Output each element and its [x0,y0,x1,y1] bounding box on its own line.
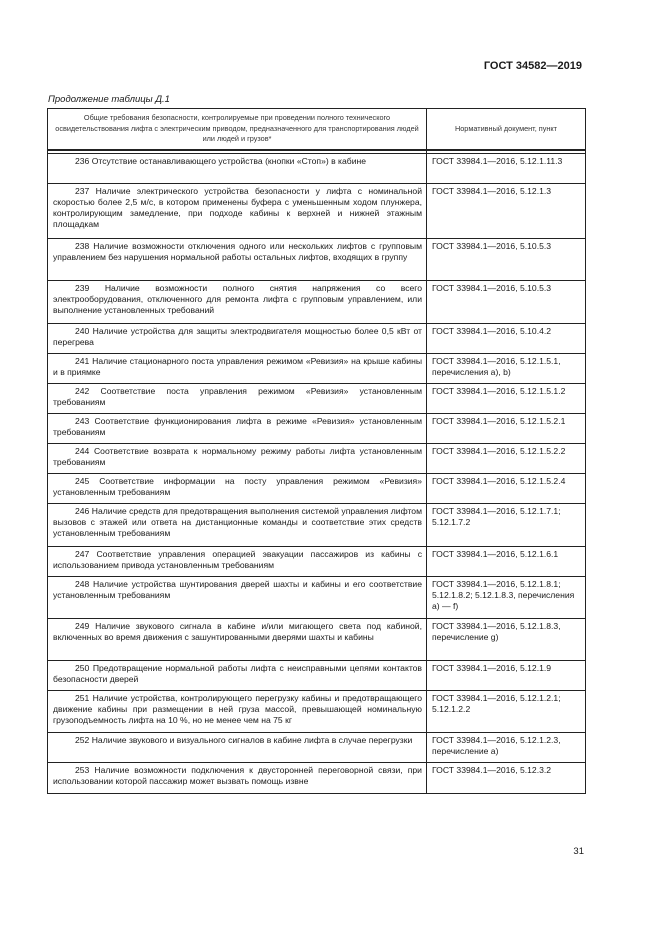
table-row [48,732,586,762]
normative-document-cell: ГОСТ 33984.1—2016, 5.12.1.8.3, перечисление g) [427,618,586,660]
requirement-cell: 236 Отсутствие останавливающего устройства (кнопки «Стоп») в кабине [48,153,427,183]
normative-document-cell: ГОСТ 33984.1—2016, 5.10.4.2 [427,323,586,353]
normative-document-cell: ГОСТ 33984.1—2016, 5.12.1.6.1 [427,546,586,576]
requirement-cell: 251 Наличие устройства, контролирующего перегрузку кабины и предотвращающего движение кабины при размещении в ней груза массой, превышающей номинальную грузоподъемность лифта на 10 %, но не менее чем на 75 кг [48,690,427,732]
table-row [48,546,586,576]
table-row [48,443,586,473]
normative-document-cell: ГОСТ 33984.1—2016, 5.12.1.5.2.4 [427,473,586,503]
normative-document-cell: ГОСТ 33984.1—2016, 5.12.1.5.2.2 [427,443,586,473]
normative-document-cell: ГОСТ 33984.1—2016, 5.12.1.5.1, перечисления a), b) [427,353,586,383]
normative-document-cell: ГОСТ 33984.1—2016, 5.12.1.2.3, перечисление a) [427,732,586,762]
requirement-cell: 239 Наличие возможности полного снятия напряжения со всего электрооборудования, отключенного для ремонта лифта с групповым управлением, или выполнение установленных требований [48,280,427,323]
table-row [48,413,586,443]
normative-document-cell: ГОСТ 33984.1—2016, 5.10.5.3 [427,238,586,280]
table-row [48,690,586,732]
requirement-cell: 245 Соответствие информации на посту управления режимом «Ревизия» установленным требованиям [48,473,427,503]
normative-document-cell: ГОСТ 33984.1—2016, 5.12.1.5.2.1 [427,413,586,443]
normative-document-cell: ГОСТ 33984.1—2016, 5.12.1.8.1; 5.12.1.8.2; 5.12.1.8.3, перечисления a) — f) [427,576,586,618]
table-row [48,238,586,280]
table-row [48,473,586,503]
table-row [48,383,586,413]
requirement-cell: 253 Наличие возможности подключения к двусторонней переговорной связи, при использовании которой пассажир может вызвать помощь извне [48,762,427,793]
requirement-cell: 252 Наличие звукового и визуального сигналов в кабине лифта в случае перегрузки [48,732,427,762]
normative-document-cell: ГОСТ 33984.1—2016, 5.12.1.5.1.2 [427,383,586,413]
requirement-cell: 243 Соответствие функционирования лифта в режиме «Ревизия» установленным требованиям [48,413,427,443]
normative-document-cell: ГОСТ 33984.1—2016, 5.12.1.11.3 [427,153,586,183]
requirement-cell: 238 Наличие возможности отключения одного или нескольких лифтов с групповым управлением без нарушения нормальной работы остальных лифтов, входящих в группу [48,238,427,280]
table-row [48,323,586,353]
requirement-cell: 250 Предотвращение нормальной работы лифта с неисправными цепями контактов безопасности дверей [48,660,427,690]
table-row [48,353,586,383]
table-row [48,183,586,238]
normative-document-cell: ГОСТ 33984.1—2016, 5.12.3.2 [427,762,586,793]
normative-document-cell: ГОСТ 33984.1—2016, 5.10.5.3 [427,280,586,323]
requirement-cell: 237 Наличие электрического устройства безопасности у лифта с номинальной скоростью более 2,5 м/с, в котором применены буфера с уменьшенным ходом плунжера, контролирующим замедление, при подходе кабины к верхней и нижней этажным площадкам [48,183,427,238]
normative-document-cell: ГОСТ 33984.1—2016, 5.12.1.3 [427,183,586,238]
page-number: 31 [573,846,584,857]
requirement-cell: 241 Наличие стационарного поста управления режимом «Ревизия» на крыше кабины и в приямке [48,353,427,383]
requirement-cell: 240 Наличие устройства для защиты электродвигателя мощностью более 0,5 кВт от перегрева [48,323,427,353]
table-row [48,618,586,660]
table-row [48,660,586,690]
document-code: ГОСТ 34582—2019 [483,60,582,72]
requirement-cell: 246 Наличие средств для предотвращения выполнения системой управления лифтом вызовов с этажей или ответа на дистанционные команды и соответствие этих средств установленным требованиям [48,503,427,546]
table-row [48,280,586,323]
header-requirements: Общие требования безопасности, контролируемые при проведении полного технического освидетельствования лифта с электрическим приводом, предназначенного для транспортирования людей или людей и грузов* [48,109,427,150]
table-row [48,576,586,618]
normative-document-cell: ГОСТ 33984.1—2016, 5.12.1.9 [427,660,586,690]
table-header-row [48,109,586,150]
table-row [48,153,586,183]
table-row [48,762,586,793]
header-normative-document: Нормативный документ, пункт [427,109,586,150]
requirement-cell: 249 Наличие звукового сигнала в кабине и/или мигающего света под кабиной, включенных во время движения с зашунтированными дверями шахты и кабины [48,618,427,660]
normative-document-cell: ГОСТ 33984.1—2016, 5.12.1.2.1; 5.12.1.2.2 [427,690,586,732]
requirement-cell: 247 Соответствие управления операцией эвакуации пассажиров из кабины с использованием привода установленным требованиям [48,546,427,576]
requirement-cell: 248 Наличие устройства шунтирования дверей шахты и кабины и его соответствие установленным требованиям [48,576,427,618]
requirement-cell: 244 Соответствие возврата к нормальному режиму работы лифта установленным требованиям [48,443,427,473]
normative-document-cell: ГОСТ 33984.1—2016, 5.12.1.7.1; 5.12.1.7.2 [427,503,586,546]
table-body [48,150,586,794]
table-row [48,503,586,546]
requirement-cell: 242 Соответствие поста управления режимом «Ревизия» установленным требованиям [48,383,427,413]
table-caption: Продолжение таблицы Д.1 [48,94,170,105]
requirements-table [47,108,586,794]
